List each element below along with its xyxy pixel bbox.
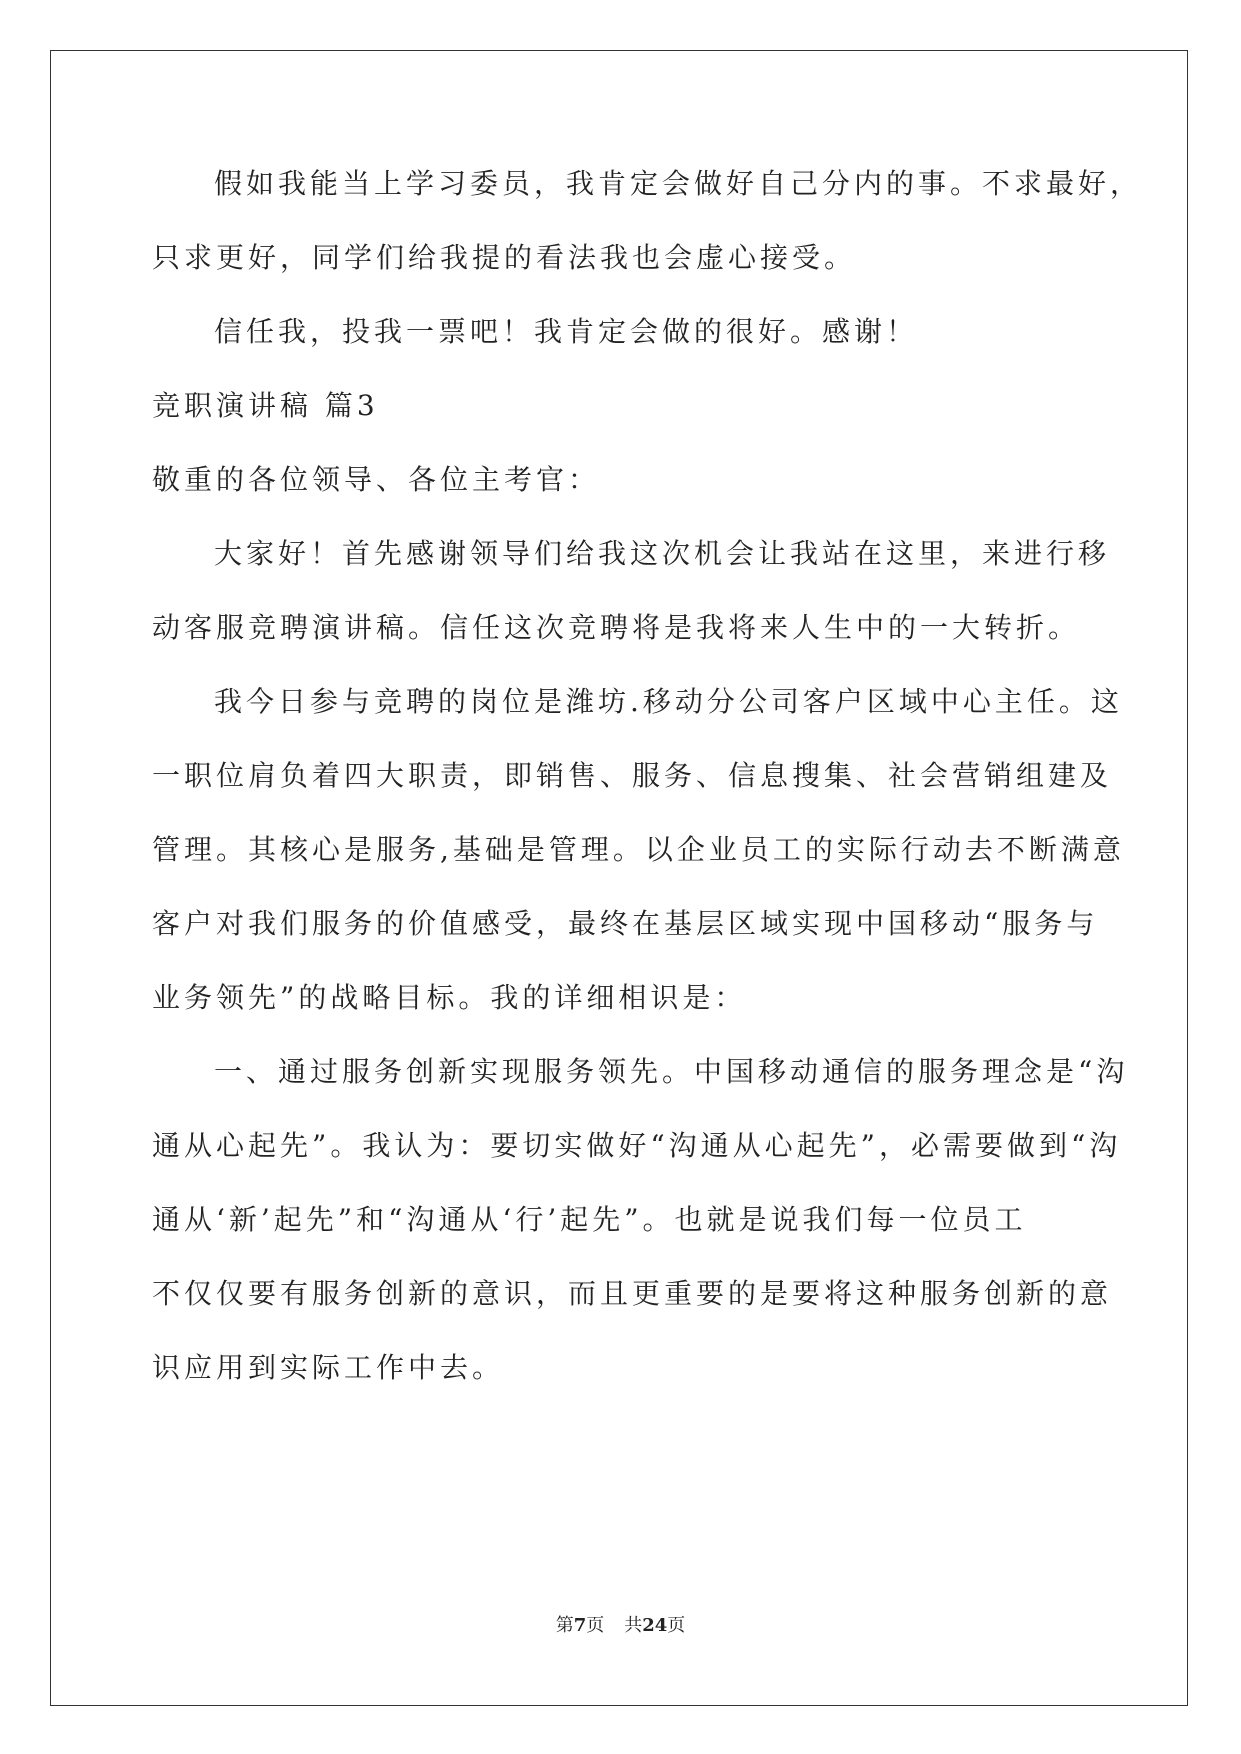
paragraph-line: 通从心起先”。我认为：要切实做好“沟通从心起先”，必需要做到“沟 — [152, 1129, 1122, 1162]
page-suffix: 页 — [586, 1615, 605, 1636]
salutation: 敬重的各位领导、各位主考官： — [152, 463, 601, 496]
paragraph-line: 管理。其核心是服务,基础是管理。以企业员工的实际行动去不断满意 — [152, 833, 1125, 866]
page-border — [50, 50, 1188, 1706]
paragraph-line: 只求更好，同学们给我提的看法我也会虚心接受。 — [152, 241, 857, 274]
paragraph-line: 客户对我们服务的价值感受，最终在基层区域实现中国移动“服务与 — [152, 907, 1099, 940]
paragraph-line: 大家好！首先感谢领导们给我这次机会让我站在这里，来进行移 — [214, 537, 1111, 570]
paragraph-line: 一职位肩负着四大职责，即销售、服务、信息搜集、社会营销组建及 — [152, 759, 1113, 792]
total-suffix: 页 — [667, 1615, 686, 1636]
paragraph-line: 动客服竞聘演讲稿。信任这次竞聘将是我将来人生中的一大转折。 — [152, 611, 1081, 644]
total-prefix: 共 — [624, 1615, 643, 1636]
page-current: 7 — [573, 1615, 587, 1636]
page-total: 24 — [642, 1615, 668, 1636]
paragraph-line: 不仅仅要有服务创新的意识，而且更重要的是要将这种服务创新的意 — [152, 1277, 1113, 1310]
page-prefix: 第 — [555, 1615, 574, 1636]
paragraph-line: 信任我，投我一票吧！我肯定会做的很好。感谢！ — [214, 315, 919, 348]
paragraph-line: 识应用到实际工作中去。 — [152, 1351, 505, 1384]
paragraph-line: 假如我能当上学习委员，我肯定会做好自己分内的事。不求最好， — [214, 167, 1143, 200]
section-heading: 竞职演讲稿 篇3 — [152, 389, 379, 422]
paragraph-line: 业务领先”的战略目标。我的详细相识是： — [152, 981, 747, 1014]
page-footer — [0, 1611, 1241, 1637]
paragraph-line: 通从‘新’起先”和“沟通从‘行’起先”。也就是说我们每一位员工 — [152, 1203, 1027, 1236]
paragraph-line: 我今日参与竞聘的岗位是潍坊.移动分公司客户区域中心主任。这 — [214, 685, 1123, 718]
paragraph-line: 一、通过服务创新实现服务领先。中国移动通信的服务理念是“沟 — [214, 1055, 1129, 1088]
